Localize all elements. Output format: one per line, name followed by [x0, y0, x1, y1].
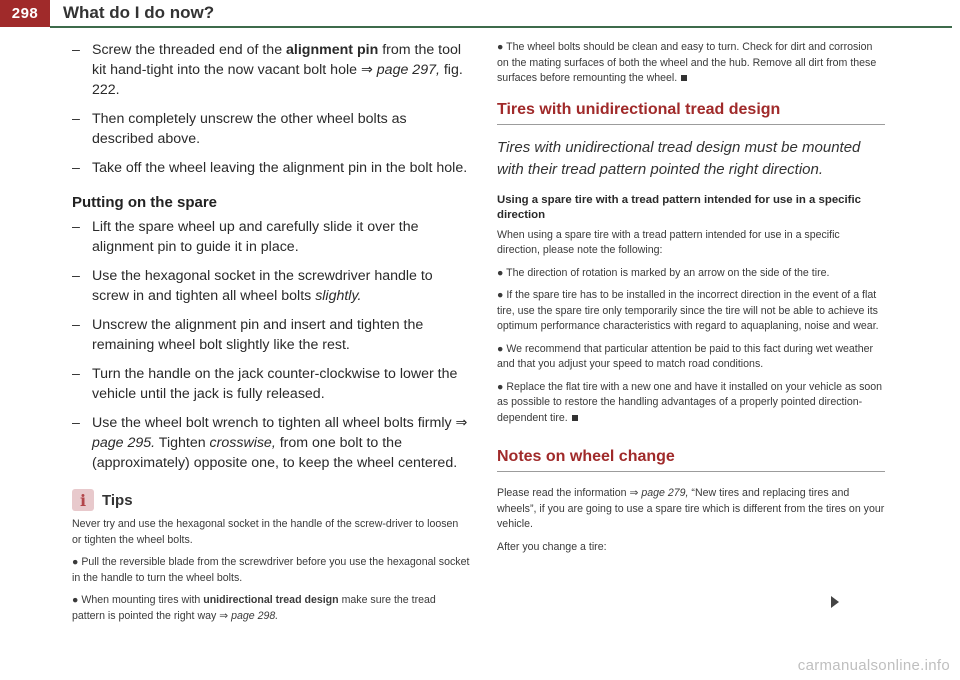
end-mark-icon [572, 415, 578, 421]
page-header-title: What do I do now? [63, 3, 215, 22]
page-reference-link[interactable]: page 298. [231, 609, 279, 622]
step-text: Turn the handle on the jack counter-clockwise to lower the vehicle until the jack is fully released. [92, 366, 458, 402]
dash-marker: – [72, 219, 80, 235]
info-icon: i [72, 489, 94, 511]
dash-marker: – [72, 268, 80, 284]
page-reference-link[interactable]: page 279, [641, 487, 689, 499]
bullet-text: Replace the flat tire with a new one and have it installed on your vehicle as soon as possible to restore the handling advantages of a properly pointed direction-dependent tire. [497, 380, 883, 424]
step-italic: crosswise, [209, 435, 276, 451]
tips-header [72, 489, 470, 511]
step-take-off-wheel [72, 158, 470, 178]
bullet-text: The wheel bolts should be clean and easy to turn. Check for dirt and corrosion on the mating surfaces of both the wheel and the hub. Remove all dirt from these surfaces before remounting the wheel. [497, 41, 877, 84]
section-subtitle-unidirectional: Tires with unidirectional tread design must be mounted with their tread pattern pointed the right direction. [497, 138, 861, 178]
bullet-text: If the spare tire has to be installed in the incorrect direction in the event of a flat tire, use the spare tire only temporarily since the tire will not be able to achieve its optimum performance characteristics with regard to aquaplaning, noise and wear. [497, 289, 879, 332]
step-text: Take off the wheel leaving the alignment pin in the bolt hole. [92, 160, 468, 176]
step-italic: slightly. [315, 288, 362, 304]
watermark: carmanualsonline.info [797, 657, 950, 674]
page-reference-link[interactable]: page 297, [376, 62, 440, 78]
paragraph-after-change: After you change a tire: [497, 540, 607, 553]
step-text: Screw the threaded end of the [92, 42, 287, 58]
ref-arrow: ⇒ [360, 62, 373, 78]
step-text: fig. 222. [92, 62, 463, 98]
dash-marker: – [72, 42, 80, 58]
step-lower-vehicle [72, 364, 470, 404]
section-title-unidirectional: Tires with unidirectional tread design [497, 101, 885, 125]
step-unscrew-alignment-pin [72, 315, 470, 355]
list-item: ● If the spare tire has to be installed in the incorrect direction in the event of a flat tire, use the spare tire only temporarily since the tire will not be able to achieve its optimum performance characteristics with regard to aquaplaning, noise and wear. [497, 289, 879, 332]
tips-bullet: ● Pull the reversible blade from the screwdriver before you use the hexagonal socket in the handle to turn the wheel bolts. [72, 556, 470, 584]
continue-arrow-icon [831, 596, 839, 608]
step-text: Lift the spare wheel up and carefully slide it over the alignment pin to guide it in place. [92, 219, 419, 255]
dash-marker: – [72, 415, 80, 431]
step-text: from one bolt to the (approximately) opposite one, to keep the wheel centered. [92, 435, 458, 471]
step-unscrew-other-bolts [72, 109, 470, 149]
tips-label: Tips [102, 491, 133, 509]
step-text: Use the wheel bolt wrench to tighten all wheel bolts firmly [92, 415, 456, 431]
paragraph-text: “New tires and replacing tires and wheels”, if you are going to use a spare tire which is different from the tires on your vehicle. [497, 487, 885, 530]
bullet-text: make sure the tread pattern is pointed the right way [72, 594, 436, 622]
end-mark-icon [681, 75, 687, 81]
subheading-putting-on-spare: Putting on the spare [72, 194, 218, 211]
bullet-text: When mounting tires with [81, 594, 204, 606]
step-text: Unscrew the alignment pin and insert and tighten the remaining wheel bolt slightly like the rest. [92, 317, 424, 353]
page-number-badge: 298 [0, 0, 50, 27]
dash-marker: – [72, 366, 80, 382]
list-item: ● The direction of rotation is marked by an arrow on the side of the tire. [497, 266, 830, 279]
tips-paragraph: Never try and use the hexagonal socket in the handle of the screw-driver to loosen or tighten the wheel bolts. [72, 518, 459, 546]
intro-bullet: ● The wheel bolts should be clean and easy to turn. Check for dirt and corrosion on the mating surfaces of both the wheel and the hub. Remove all dirt from these surfaces before remounting the wheel. [497, 41, 877, 84]
dash-marker: – [72, 160, 80, 176]
ref-arrow: ⇒ [629, 487, 639, 499]
step-bold: alignment pin [286, 42, 379, 58]
bullet-bold: unidirectional tread design [203, 594, 339, 606]
paragraph-text: Please read the information [497, 487, 630, 499]
paragraph-notes [497, 486, 885, 533]
bullet-text: The direction of rotation is marked by an arrow on the side of the tire. [506, 266, 830, 279]
page-reference-link[interactable]: page 295. [92, 435, 156, 451]
dash-marker: – [72, 317, 80, 333]
step-text: Then completely unscrew the other wheel bolts as described above. [92, 111, 407, 147]
step-text: Tighten [155, 435, 210, 451]
header-rule [50, 26, 952, 28]
step-tighten-firmly [72, 413, 470, 473]
bullet-text: Pull the reversible blade from the screwdriver before you use the hexagonal socket in the handle to turn the wheel bolts. [72, 556, 470, 584]
paragraph-intro: When using a spare tire with a tread pattern intended for use in a specific direction, please note the following: [497, 228, 840, 256]
right-column [497, 40, 885, 562]
left-column [72, 40, 470, 631]
list-item: ● We recommend that particular attention be paid to this fact during wet weather and that you adjust your speed to match road conditions. [497, 342, 874, 370]
step-text: from the tool kit hand-tight into the now vacant bolt hole [92, 42, 462, 78]
step-screw-alignment-pin [72, 40, 470, 100]
dash-marker: – [72, 111, 80, 127]
step-hexagonal-socket [72, 266, 470, 306]
bold-subheading: Using a spare tire with a tread pattern intended for use in a specific direction [497, 193, 861, 221]
ref-arrow: ⇒ [455, 415, 468, 431]
list-item: ● Replace the flat tire with a new one and have it installed on your vehicle as soon as possible to restore the handling advantages of a properly pointed direction-dependent tire. [497, 380, 883, 424]
bullet-text: We recommend that particular attention be paid to this fact during wet weather and that you adjust your speed to match road conditions. [497, 342, 874, 370]
step-text: Use the hexagonal socket in the screwdriver handle to screw in and tighten all wheel bolts [92, 268, 433, 304]
step-lift-spare [72, 217, 470, 257]
section-title-wheel-change: Notes on wheel change [497, 448, 885, 472]
tips-bullet: ● When mounting tires with unidirectional tread design make sure the tread pattern is pointed the right way ⇒ page 298. [72, 594, 436, 622]
ref-arrow: ⇒ [219, 609, 229, 622]
